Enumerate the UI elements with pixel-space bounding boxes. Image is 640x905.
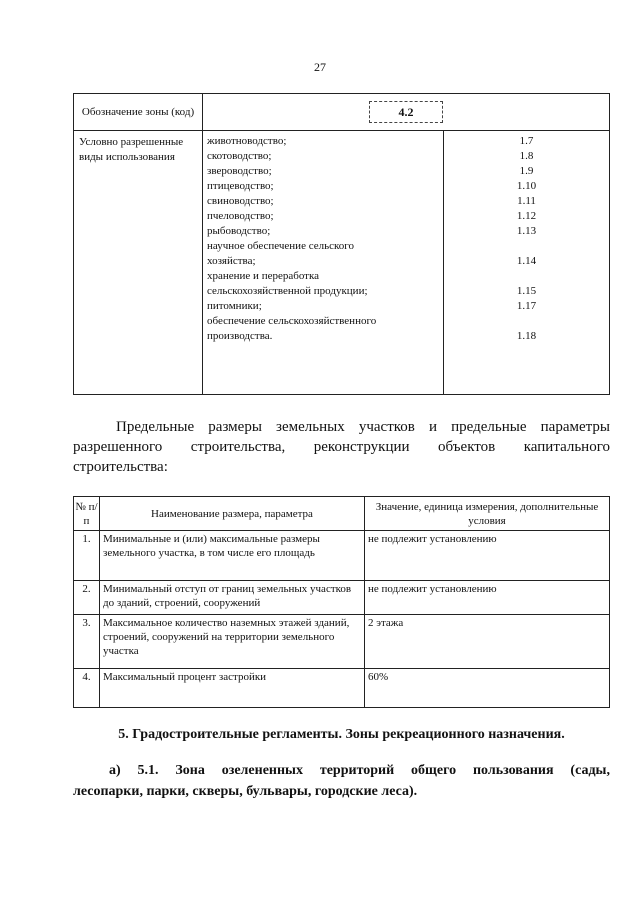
use-code: 1.10 xyxy=(516,180,537,192)
use-code: 1.15 xyxy=(516,285,537,297)
use-name: хранение и переработка xyxy=(207,270,320,282)
use-code: 1.18 xyxy=(516,330,537,342)
subsection-heading xyxy=(73,760,610,802)
paragraph-line-1: Предельные размеры земельных участков и предельные параметры xyxy=(116,419,610,435)
use-names xyxy=(207,134,443,344)
use-code: 1.17 xyxy=(516,300,537,312)
zone-code: 4.2 xyxy=(369,101,443,123)
use-code: 1.9 xyxy=(519,165,534,177)
use-code: 1.12 xyxy=(516,210,537,222)
col-header-num: № п/п xyxy=(74,497,100,531)
paragraph-line-2: разрешенного строительства, реконструкции объектов капитального xyxy=(73,439,610,455)
use-code: 1.7 xyxy=(519,135,534,147)
use-code: 1.13 xyxy=(516,225,537,237)
use-name: животноводство; xyxy=(207,135,287,147)
use-name: звероводство; xyxy=(207,165,272,177)
zone-uses-table xyxy=(73,93,610,395)
parameters-table xyxy=(73,496,610,708)
use-name: производства. xyxy=(207,330,273,342)
table-row: 3. Максимальное количество наземных этажей зданий, строений, сооружений на территории земельного участка 2 этажа xyxy=(74,615,610,669)
use-name: питомники; xyxy=(207,300,262,312)
zone-code-label: Обозначение зоны (код) xyxy=(74,94,203,131)
use-name: обеспечение сельскохозяйственного xyxy=(207,315,377,327)
use-code: 1.11 xyxy=(517,195,536,207)
use-name: свиноводство; xyxy=(207,195,274,207)
use-name: пчеловодство; xyxy=(207,210,274,222)
col-header-value: Значение, единица измерения, дополнительные условия xyxy=(365,497,610,531)
limits-paragraph xyxy=(73,417,610,477)
use-name: птицеводство; xyxy=(207,180,274,192)
paragraph-line-3: строительства: xyxy=(73,459,168,475)
table-row: 4. Максимальный процент застройки 60% xyxy=(74,669,610,708)
use-codes xyxy=(444,134,609,344)
table-row: 2. Минимальный отступ от границ земельных участков до зданий, строений, сооружений не подлежит установлению xyxy=(74,581,610,615)
use-name: скотоводство; xyxy=(207,150,272,162)
use-name: научное обеспечение сельского xyxy=(207,240,355,252)
use-code: 1.8 xyxy=(519,150,534,162)
use-name: хозяйства; xyxy=(207,255,256,267)
conditional-uses-label: Условно разрешенные виды использования xyxy=(74,131,203,395)
page-number: 27 xyxy=(314,60,326,74)
subsection-line-2: лесопарки, парки, скверы, бульвары, городские леса). xyxy=(73,784,418,799)
use-name: сельскохозяйственной продукции; xyxy=(207,285,368,297)
section-heading: 5. Градостроительные регламенты. Зоны рекреационного назначения. xyxy=(118,727,565,742)
subsection-line-1: а) 5.1. Зона озелененных территорий общего пользования (сады, xyxy=(109,763,610,778)
table-row: 1. Минимальные и (или) максимальные размеры земельного участка, в том числе его площадь не подлежит установлению xyxy=(74,531,610,581)
col-header-name: Наименование размера, параметра xyxy=(100,497,365,531)
use-name: рыбоводство; xyxy=(207,225,271,237)
use-code: 1.14 xyxy=(516,255,537,267)
